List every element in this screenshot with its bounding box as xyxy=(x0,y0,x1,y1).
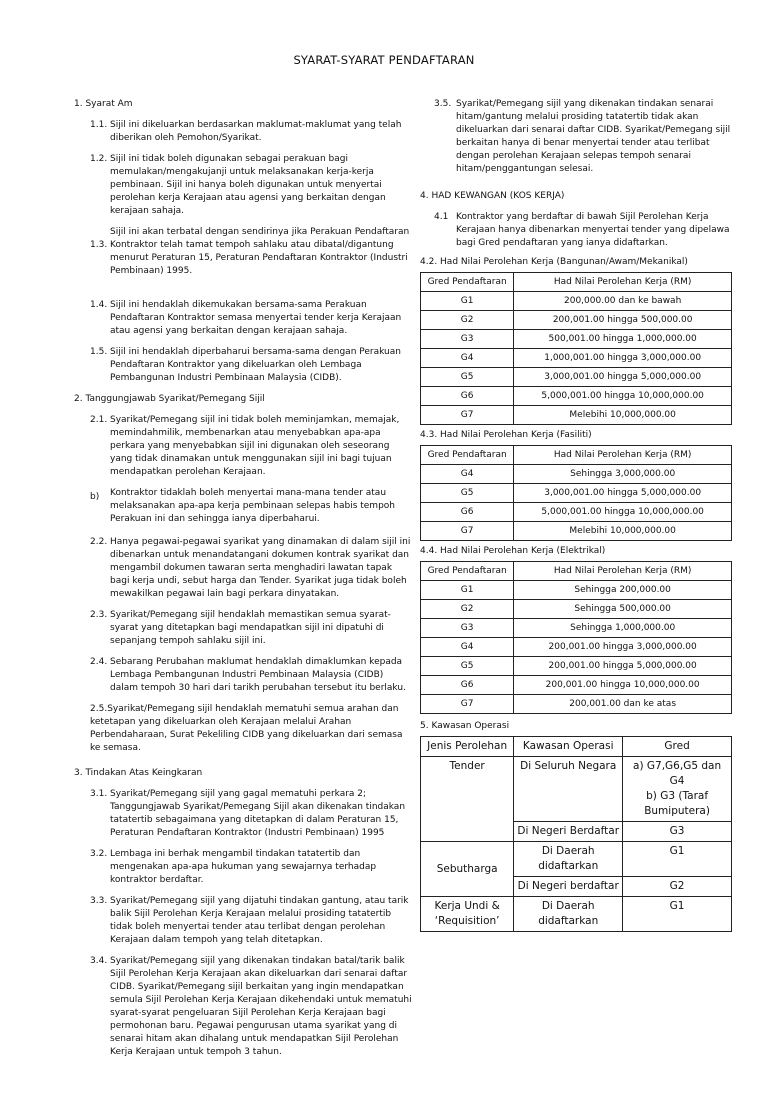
clause-text: Kontraktor tidaklah boleh menyertai mana-mana tender atau melaksanakan apa-apa kerja pembinaan selepas habis tempoh Perakuan ini dan sehingga ianya diperbaharui. xyxy=(110,488,395,524)
table-row xyxy=(421,619,732,638)
table-header-row xyxy=(421,562,732,581)
clause-1-2 xyxy=(74,153,414,218)
clause-2-1b xyxy=(74,487,414,526)
kawasan-cell: Di Daerah didaftarkan xyxy=(514,897,623,932)
clause-3-4 xyxy=(74,955,414,1059)
clause-number: 2.4. xyxy=(90,657,108,667)
grade-cell: G5 xyxy=(421,368,514,387)
header-grade: Gred Pendaftaran xyxy=(421,562,514,581)
clause-number: 3.3. xyxy=(90,896,108,906)
clause-text: Syarikat/Pemegang sijil yang dikenakan tindakan batal/tarik balik Sijil Perolehan Kerja Kerajaan akan dikeluarkan dari senarai daftar CIDB. Syarikat/Pemegang sijil berkaitan yang ingin mendapatkan semula Sijil Perolehan Kerja Kerajaan dikehendaki untuk mematuhi syarat-syarat pengeluaran Sijil Perolehan Kerja Kerajaan bagi permohonan baru. Pegawai pengurusan utama syarikat yang di senarai hitam akan dihalang untuk mendapatkan Sijil Perolehan Kerja Kerajaan untuk tempoh 3 tahun. xyxy=(110,956,412,1057)
clause-number: 4.1 xyxy=(434,212,449,222)
value-cell: 1,000,001.00 hingga 3,000,000.00 xyxy=(514,349,732,368)
header-value: Had Nilai Perolehan Kerja (RM) xyxy=(514,446,732,465)
clause-1-4 xyxy=(74,299,414,338)
table-row xyxy=(421,695,732,714)
table-header-row xyxy=(421,273,732,292)
table-row xyxy=(421,638,732,657)
grade-cell: G6 xyxy=(421,676,514,695)
clause-number: 1.1. xyxy=(90,120,108,130)
clause-3-3 xyxy=(74,895,414,947)
clause-number: 1.2. xyxy=(90,154,108,164)
clause-text: Syarikat/Pemegang sijil yang gagal mematuhi perkara 2; Tanggungjawab Syarikat/Pemegang Sijil akan dikenakan tindakan tatatertib sebagaimana yang ditetapkan di dalam Peraturan 15, Peraturan Pendaftaran Kontraktor (Industri Pembinaan) 1995 xyxy=(110,789,406,838)
clause-3-5 xyxy=(420,98,732,176)
value-cell: 500,001.00 hingga 1,000,000.00 xyxy=(514,330,732,349)
header-kawasan: Kawasan Operasi xyxy=(514,737,623,757)
grade-cell: G4 xyxy=(421,465,514,484)
kawasan-cell: Di Seluruh Negara xyxy=(514,757,623,822)
header-gred: Gred xyxy=(623,737,732,757)
table-4-2-caption: 4.2. Had Nilai Perolehan Kerja (Bangunan/Awam/Mekanikal) xyxy=(420,257,688,267)
table-4-4-caption: 4.4. Had Nilai Perolehan Kerja (Elektrikal) xyxy=(420,546,606,556)
grade-cell: G1 xyxy=(421,581,514,600)
clause-number: 3.1. xyxy=(90,789,108,799)
table-4-4 xyxy=(420,561,732,714)
grade-cell: G5 xyxy=(421,484,514,503)
clause-4-1 xyxy=(420,211,732,250)
table-row xyxy=(421,503,732,522)
clause-text: Syarikat/Pemegang sijil ini tidak boleh meminjamkan, memajak, memindahmilik, membenarkan atau menyebabkan apa-apa perkara yang menyebabkan sijil ini digunakan oleh seseorang yang tidak dinamakan untuk menggunakan sijil ini bagi tujuan mendapatkan perolehan Kerajaan. xyxy=(110,415,400,477)
gred-cell xyxy=(623,757,732,822)
left-column xyxy=(74,98,414,1067)
table-header-row xyxy=(421,446,732,465)
jenis-cell: Sebutharga xyxy=(421,842,514,897)
clause-2-1 xyxy=(74,414,414,479)
clause-text: Sijil ini dikeluarkan berdasarkan maklumat-maklumat yang telah diberikan oleh Pemohon/Syarikat. xyxy=(110,120,402,143)
grade-cell: G1 xyxy=(421,292,514,311)
clause-text: Syarikat/Pemegang sijil hendaklah memastikan semua syarat-syarat yang ditetapkan bagi mendapatkan sijil ini dipatuhi di sepanjang tempoh sahlaku sijil ini. xyxy=(110,610,391,646)
value-cell: 200,001.00 hingga 3,000,000.00 xyxy=(514,638,732,657)
jenis-cell: Kerja Undi & ‘Requisition’ xyxy=(421,897,514,932)
table-row xyxy=(421,581,732,600)
clause-3-1 xyxy=(74,788,414,840)
table-row xyxy=(421,406,732,425)
gred-cell: G2 xyxy=(623,877,732,897)
clause-number: 1.3. xyxy=(90,240,108,250)
clause-number: b) xyxy=(90,492,100,502)
gred-line: a) G7,G6,G5 dan G4 xyxy=(633,760,722,787)
clause-2-2 xyxy=(74,536,414,601)
grade-cell: G6 xyxy=(421,503,514,522)
value-cell: 5,000,001.00 hingga 10,000,000.00 xyxy=(514,503,732,522)
clause-text: Syarikat/Pemegang sijil yang dikenakan tindakan senarai hitam/gantung melalui prosiding tatatertib tidak akan dikeluarkan dari senarai daftar CIDB. Syarikat/Pemegang sijil berkaitan hanya di benar menyertai tender atau terlibat dengan perolehan Kerajaan selepas tempoh senarai hitam/penggantungan selesai. xyxy=(456,99,731,174)
table-row xyxy=(421,842,732,877)
kawasan-cell: Di Daerah didaftarkan xyxy=(514,842,623,877)
header-grade: Gred Pendaftaran xyxy=(421,273,514,292)
value-cell: 3,000,001.00 hingga 5,000,000.00 xyxy=(514,368,732,387)
table-4-3 xyxy=(420,445,732,541)
value-cell: Sehingga 200,000.00 xyxy=(514,581,732,600)
header-jenis: Jenis Perolehan xyxy=(421,737,514,757)
table-row xyxy=(421,387,732,406)
clause-number: 3.4. xyxy=(90,956,108,966)
clause-1-5 xyxy=(74,346,414,385)
section-4-heading: 4. HAD KEWANGAN (KOS KERJA) xyxy=(420,191,565,201)
table-4-2 xyxy=(420,272,732,425)
clause-text: Syarikat/Pemegang sijil hendaklah mematuhi semua arahan dan ketetapan yang dikeluarkan oleh Kerajaan melalui Arahan Perbendaharaan, Surat Pekeliling CIDB yang dikeluarkan dari semasa ke semasa. xyxy=(90,704,403,753)
clause-text: Sebarang Perubahan maklumat hendaklah dimaklumkan kepada Lembaga Pembangunan Industri Pembinaan Malaysia (CIDB) dalam tempoh 30 hari dari tarikh perubahan tersebut itu berlaku. xyxy=(110,657,406,693)
clause-number: 2.1. xyxy=(90,415,108,425)
gred-cell: G1 xyxy=(623,842,732,877)
value-cell: Sehingga 500,000.00 xyxy=(514,600,732,619)
section-2-heading: 2. Tanggungjawab Syarikat/Pemegang Sijil xyxy=(74,394,265,404)
clause-text: Lembaga ini berhak mengambil tindakan tatatertib dan mengenakan apa-apa hukuman yang sewajarnya terhadap kontraktor berdaftar. xyxy=(110,849,377,885)
clause-text: Sijil ini akan terbatal dengan sendirinya jika Perakuan Pendaftaran Kontraktor telah tamat tempoh sahlaku atau dibatal/digantung menurut Peraturan 15, Peraturan Pendaftaran Kontraktor (Industri Pembinaan) 1995. xyxy=(110,227,410,276)
grade-cell: G6 xyxy=(421,387,514,406)
value-cell: 200,000.00 dan ke bawah xyxy=(514,292,732,311)
clause-number: 1.4. xyxy=(90,300,108,310)
kawasan-cell: Di Negeri berdaftar xyxy=(514,877,623,897)
clause-number: 2.5. xyxy=(90,704,108,714)
table-row xyxy=(421,330,732,349)
table-row xyxy=(421,311,732,330)
clause-number: 2.2. xyxy=(90,537,108,547)
clause-number: 3.2. xyxy=(90,849,108,859)
grade-cell: G2 xyxy=(421,600,514,619)
clause-number: 2.3. xyxy=(90,610,108,620)
table-row xyxy=(421,484,732,503)
gred-cell: G1 xyxy=(623,897,732,932)
gred-cell: G3 xyxy=(623,822,732,842)
section-5-caption: 5. Kawasan Operasi xyxy=(420,721,510,731)
table-row xyxy=(421,522,732,541)
grade-cell: G5 xyxy=(421,657,514,676)
value-cell: 200,001.00 hingga 5,000,000.00 xyxy=(514,657,732,676)
header-value: Had Nilai Perolehan Kerja (RM) xyxy=(514,562,732,581)
value-cell: Sehingga 1,000,000.00 xyxy=(514,619,732,638)
table-row xyxy=(421,292,732,311)
value-cell: Melebihi 10,000,000.00 xyxy=(514,406,732,425)
header-grade: Gred Pendaftaran xyxy=(421,446,514,465)
grade-cell: G3 xyxy=(421,619,514,638)
header-value: Had Nilai Perolehan Kerja (RM) xyxy=(514,273,732,292)
table-row xyxy=(421,897,732,932)
grade-cell: G7 xyxy=(421,695,514,714)
right-column xyxy=(420,98,732,932)
grade-cell: G7 xyxy=(421,522,514,541)
table-row xyxy=(421,657,732,676)
value-cell: 200,001.00 dan ke atas xyxy=(514,695,732,714)
clause-text: Sijil ini hendaklah dikemukakan bersama-sama Perakuan Pendaftaran Kontraktor semasa menyertai tender kerja Kerajaan atau agensi yang berkaitan dengan kerajaan sahaja. xyxy=(110,300,402,336)
clause-number: 1.5. xyxy=(90,347,108,357)
grade-cell: G4 xyxy=(421,349,514,368)
table-row xyxy=(421,368,732,387)
clause-3-2 xyxy=(74,848,414,887)
table-row xyxy=(421,676,732,695)
table-header-row xyxy=(421,737,732,757)
jenis-cell: Tender xyxy=(421,757,514,842)
value-cell: 200,001.00 hingga 500,000.00 xyxy=(514,311,732,330)
table-4-3-caption: 4.3. Had Nilai Perolehan Kerja (Fasiliti) xyxy=(420,430,592,440)
table-kawasan-operasi xyxy=(420,736,732,932)
grade-cell: G3 xyxy=(421,330,514,349)
value-cell: 200,001.00 hingga 10,000,000.00 xyxy=(514,676,732,695)
clause-2-5 xyxy=(74,703,414,755)
clause-text: Syarikat/Pemegang sijil yang dijatuhi tindakan gantung, atau tarik balik Sijil Perolehan Kerja Kerajaan melalui prosiding tatatertib tidak boleh menyertai tender atau terlibat dengan perolehan Kerajaan dalam tempoh yang telah ditetapkan. xyxy=(110,896,409,945)
section-1-heading: 1. Syarat Am xyxy=(74,99,133,109)
table-row xyxy=(421,757,732,822)
page-title: SYARAT-SYARAT PENDAFTARAN xyxy=(293,53,475,67)
grade-cell: G4 xyxy=(421,638,514,657)
grade-cell: G7 xyxy=(421,406,514,425)
clause-text: Hanya pegawai-pegawai syarikat yang dinamakan di dalam sijil ini dibenarkan untuk menandatangani dokumen kontrak syarikat dan mengambil dokumen tawaran serta menghadiri lawatan tapak bagi kerja undi, sebut harga dan Tender. Syarikat juga tidak boleh mewakilkan pegawai lain bagi perkara dinyatakan. xyxy=(110,537,411,599)
value-cell: Melebihi 10,000,000.00 xyxy=(514,522,732,541)
grade-cell: G2 xyxy=(421,311,514,330)
clause-1-3 xyxy=(74,226,414,278)
kawasan-cell: Di Negeri Berdaftar xyxy=(514,822,623,842)
table-row xyxy=(421,465,732,484)
clause-number: 3.5. xyxy=(434,99,452,109)
clause-1-1 xyxy=(74,119,414,145)
table-row xyxy=(421,600,732,619)
value-cell: Sehingga 3,000,000.00 xyxy=(514,465,732,484)
clause-text: Kontraktor yang berdaftar di bawah Sijil Perolehan Kerja Kerajaan hanya dibenarkan menyertai tender yang dipelawa bagi Gred pendaftaran yang ianya didaftarkan. xyxy=(456,212,730,248)
clause-text: Sijil ini tidak boleh digunakan sebagai perakuan bagi memulakan/mengakujanji untuk melaksanakan kerja-kerja pembinaan. Sijil ini hanya boleh digunakan untuk menyertai perolehan kerja Kerajaan atau agensi yang berkaitan dengan kerajaan sahaja. xyxy=(110,154,386,216)
gred-line: b) G3 (Taraf Bumiputera) xyxy=(644,790,710,817)
value-cell: 5,000,001.00 hingga 10,000,000.00 xyxy=(514,387,732,406)
section-3-heading: 3. Tindakan Atas Keingkaran xyxy=(74,768,203,778)
clause-text: Sijil ini hendaklah diperbaharui bersama-sama dengan Perakuan Pendaftaran Kontraktor yang dikeluarkan oleh Lembaga Pembangunan Industri Pembinaan Malaysia (CIDB). xyxy=(110,347,401,383)
clause-2-3 xyxy=(74,609,414,648)
table-row xyxy=(421,349,732,368)
value-cell: 3,000,001.00 hingga 5,000,000.00 xyxy=(514,484,732,503)
clause-2-4 xyxy=(74,656,414,695)
